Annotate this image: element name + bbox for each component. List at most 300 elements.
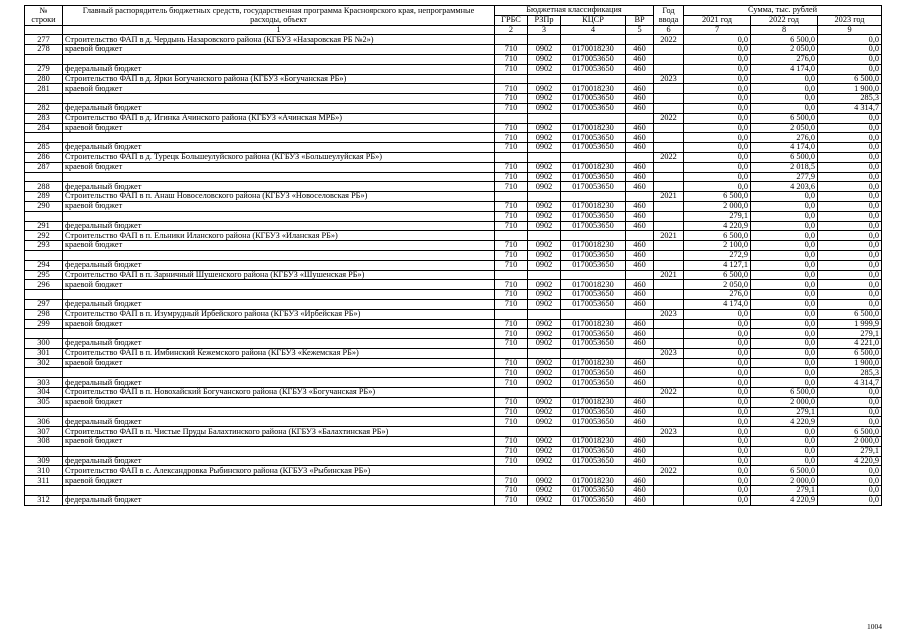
row-sum-2022: 4 174,0 [751, 143, 818, 153]
row-sum-2021: 0,0 [684, 417, 751, 427]
row-vr [626, 35, 654, 45]
row-sum-2021: 0,0 [684, 74, 751, 84]
table-row [25, 407, 882, 417]
row-name: краевой бюджет [63, 437, 495, 447]
row-sum-2022: 0,0 [751, 290, 818, 300]
row-vr: 460 [626, 437, 654, 447]
row-name: федеральный бюджет [63, 221, 495, 231]
row-kcsr: 0170018230 [561, 437, 626, 447]
row-kcsr: 0170053650 [561, 446, 626, 456]
row-sum-2023: 0,0 [818, 299, 882, 309]
row-name [63, 290, 495, 300]
table-header [25, 6, 882, 35]
row-vr: 460 [626, 94, 654, 104]
table-row [25, 446, 882, 456]
table-row [25, 456, 882, 466]
row-kcsr: 0170053650 [561, 299, 626, 309]
header-num-2: строки [25, 15, 63, 25]
row-grbs [495, 113, 528, 123]
row-name: краевой бюджет [63, 358, 495, 368]
row-sum-2022: 6 500,0 [751, 466, 818, 476]
row-sum-2023: 4 221,0 [818, 339, 882, 349]
table-row [25, 35, 882, 45]
row-sum-2023: 6 500,0 [818, 427, 882, 437]
row-year [654, 446, 684, 456]
row-kcsr: 0170053650 [561, 456, 626, 466]
row-sum-2023: 0,0 [818, 221, 882, 231]
row-vr: 460 [626, 368, 654, 378]
row-vr: 460 [626, 64, 654, 74]
row-grbs [495, 231, 528, 241]
row-year [654, 221, 684, 231]
row-name: краевой бюджет [63, 319, 495, 329]
row-sum-2021: 0,0 [684, 437, 751, 447]
row-sum-2023: 0,0 [818, 476, 882, 486]
row-grbs: 710 [495, 299, 528, 309]
row-year: 2022 [654, 388, 684, 398]
row-sum-2023: 0,0 [818, 495, 882, 505]
row-number: 283 [25, 113, 63, 123]
table-row [25, 182, 882, 192]
row-name: Строительство ФАП в п. Новохайский Богучанского района (КГБУЗ «Богучанская РБ») [63, 388, 495, 398]
row-kcsr: 0170053650 [561, 54, 626, 64]
row-year [654, 133, 684, 143]
row-vr: 460 [626, 417, 654, 427]
row-sum-2022: 279,1 [751, 486, 818, 496]
row-number: 288 [25, 182, 63, 192]
row-year [654, 456, 684, 466]
row-sum-2022: 0,0 [751, 84, 818, 94]
row-grbs: 710 [495, 84, 528, 94]
row-sum-2022: 0,0 [751, 339, 818, 349]
col-index: 7 [684, 25, 751, 35]
row-sum-2023: 0,0 [818, 260, 882, 270]
table-row [25, 211, 882, 221]
row-vr: 460 [626, 103, 654, 113]
row-rzpr: 0902 [528, 486, 561, 496]
row-kcsr: 0170053650 [561, 94, 626, 104]
row-year [654, 378, 684, 388]
header-2022: 2022 год [751, 15, 818, 25]
row-number: 296 [25, 280, 63, 290]
row-kcsr: 0170053650 [561, 103, 626, 113]
row-number: 284 [25, 123, 63, 133]
row-kcsr: 0170053650 [561, 329, 626, 339]
row-rzpr [528, 192, 561, 202]
row-sum-2021: 276,0 [684, 290, 751, 300]
row-rzpr: 0902 [528, 45, 561, 55]
row-sum-2022: 0,0 [751, 368, 818, 378]
row-sum-2022: 0,0 [751, 270, 818, 280]
row-rzpr: 0902 [528, 250, 561, 260]
row-grbs: 710 [495, 45, 528, 55]
row-sum-2021: 6 500,0 [684, 231, 751, 241]
row-sum-2023: 4 220,9 [818, 456, 882, 466]
row-rzpr: 0902 [528, 456, 561, 466]
row-sum-2021: 0,0 [684, 358, 751, 368]
row-sum-2021: 0,0 [684, 152, 751, 162]
table-row [25, 201, 882, 211]
table-row [25, 309, 882, 319]
row-vr: 460 [626, 495, 654, 505]
table-row [25, 270, 882, 280]
row-vr: 460 [626, 45, 654, 55]
row-name: Строительство ФАП в с. Александровка Рыбинского района (КГБУЗ «Рыбинская РБ») [63, 466, 495, 476]
row-sum-2021: 0,0 [684, 84, 751, 94]
row-sum-2022: 0,0 [751, 260, 818, 270]
row-vr: 460 [626, 172, 654, 182]
row-sum-2021: 4 220,9 [684, 221, 751, 231]
row-number: 303 [25, 378, 63, 388]
table-row [25, 192, 882, 202]
row-sum-2021: 0,0 [684, 397, 751, 407]
row-sum-2023: 2 000,0 [818, 437, 882, 447]
row-year [654, 45, 684, 55]
row-grbs: 710 [495, 368, 528, 378]
row-vr: 460 [626, 280, 654, 290]
row-kcsr [561, 231, 626, 241]
row-kcsr [561, 348, 626, 358]
row-name: федеральный бюджет [63, 417, 495, 427]
row-name: краевой бюджет [63, 84, 495, 94]
table-row [25, 54, 882, 64]
row-year [654, 339, 684, 349]
row-name [63, 329, 495, 339]
row-number: 277 [25, 35, 63, 45]
row-number [25, 211, 63, 221]
row-sum-2021: 0,0 [684, 94, 751, 104]
col-index: 9 [818, 25, 882, 35]
col-index: 6 [654, 25, 684, 35]
row-sum-2022: 0,0 [751, 74, 818, 84]
row-rzpr [528, 113, 561, 123]
row-name: Строительство ФАП в д. Ярки Богучанского района (КГБУЗ «Богучанская РБ») [63, 74, 495, 84]
row-sum-2023: 0,0 [818, 201, 882, 211]
table-row [25, 388, 882, 398]
row-sum-2022: 279,1 [751, 407, 818, 417]
row-year [654, 299, 684, 309]
header-rzpr: РЗПр [528, 15, 561, 25]
row-sum-2021: 0,0 [684, 35, 751, 45]
row-sum-2022: 0,0 [751, 299, 818, 309]
row-vr [626, 152, 654, 162]
table-row [25, 133, 882, 143]
row-grbs: 710 [495, 456, 528, 466]
row-sum-2023: 0,0 [818, 231, 882, 241]
row-year: 2021 [654, 192, 684, 202]
table-row [25, 241, 882, 251]
row-year [654, 495, 684, 505]
row-grbs: 710 [495, 133, 528, 143]
row-sum-2023: 0,0 [818, 250, 882, 260]
page-number: 1004 [867, 622, 882, 631]
row-sum-2021: 0,0 [684, 133, 751, 143]
row-number [25, 290, 63, 300]
row-rzpr [528, 427, 561, 437]
row-number: 290 [25, 201, 63, 211]
row-sum-2022: 2 050,0 [751, 45, 818, 55]
row-grbs: 710 [495, 123, 528, 133]
row-sum-2021: 6 500,0 [684, 270, 751, 280]
row-year [654, 211, 684, 221]
table-row [25, 45, 882, 55]
row-grbs: 710 [495, 241, 528, 251]
row-sum-2022: 0,0 [751, 348, 818, 358]
row-grbs: 710 [495, 250, 528, 260]
table-row [25, 358, 882, 368]
row-number: 306 [25, 417, 63, 427]
row-grbs: 710 [495, 260, 528, 270]
row-year [654, 290, 684, 300]
row-number: 299 [25, 319, 63, 329]
row-rzpr: 0902 [528, 133, 561, 143]
row-name [63, 486, 495, 496]
row-sum-2023: 0,0 [818, 143, 882, 153]
row-kcsr: 0170053650 [561, 182, 626, 192]
row-kcsr: 0170018230 [561, 123, 626, 133]
row-grbs: 710 [495, 358, 528, 368]
row-name [63, 250, 495, 260]
row-name: Строительство ФАП в п. Имбинский Кежемского района (КГБУЗ «Кежемская РБ») [63, 348, 495, 358]
row-grbs: 710 [495, 417, 528, 427]
row-rzpr: 0902 [528, 368, 561, 378]
row-vr: 460 [626, 162, 654, 172]
row-rzpr: 0902 [528, 319, 561, 329]
row-year [654, 407, 684, 417]
row-name: Строительство ФАП в д. Игинка Ачинского района (КГБУЗ «Ачинская МРБ») [63, 113, 495, 123]
row-rzpr: 0902 [528, 417, 561, 427]
row-sum-2021: 4 174,0 [684, 299, 751, 309]
row-rzpr: 0902 [528, 221, 561, 231]
row-grbs: 710 [495, 437, 528, 447]
row-rzpr: 0902 [528, 123, 561, 133]
row-number: 310 [25, 466, 63, 476]
row-name: федеральный бюджет [63, 143, 495, 153]
row-sum-2021: 0,0 [684, 123, 751, 133]
row-grbs [495, 348, 528, 358]
row-year [654, 182, 684, 192]
row-grbs: 710 [495, 280, 528, 290]
row-rzpr [528, 466, 561, 476]
row-rzpr: 0902 [528, 94, 561, 104]
table-row [25, 260, 882, 270]
row-sum-2021: 0,0 [684, 143, 751, 153]
row-rzpr [528, 231, 561, 241]
table-row [25, 64, 882, 74]
row-year [654, 319, 684, 329]
row-sum-2023: 1 999,9 [818, 319, 882, 329]
row-year: 2022 [654, 35, 684, 45]
row-number [25, 172, 63, 182]
table-row [25, 280, 882, 290]
row-grbs: 710 [495, 319, 528, 329]
row-name: краевой бюджет [63, 162, 495, 172]
row-sum-2021: 0,0 [684, 182, 751, 192]
row-number: 300 [25, 339, 63, 349]
col-index [25, 25, 63, 35]
row-sum-2021: 0,0 [684, 64, 751, 74]
row-sum-2022: 4 220,9 [751, 495, 818, 505]
row-sum-2022: 0,0 [751, 446, 818, 456]
row-kcsr: 0170053650 [561, 260, 626, 270]
row-grbs: 710 [495, 64, 528, 74]
row-grbs [495, 152, 528, 162]
row-sum-2021: 2 000,0 [684, 201, 751, 211]
table-row [25, 495, 882, 505]
row-kcsr: 0170018230 [561, 162, 626, 172]
row-number [25, 94, 63, 104]
row-number: 312 [25, 495, 63, 505]
row-sum-2023: 0,0 [818, 211, 882, 221]
row-number: 307 [25, 427, 63, 437]
row-rzpr: 0902 [528, 182, 561, 192]
row-sum-2023: 0,0 [818, 35, 882, 45]
table-row [25, 427, 882, 437]
row-number: 289 [25, 192, 63, 202]
row-name: краевой бюджет [63, 280, 495, 290]
row-sum-2022: 0,0 [751, 250, 818, 260]
row-year [654, 358, 684, 368]
row-vr: 460 [626, 123, 654, 133]
row-sum-2022: 276,0 [751, 54, 818, 64]
row-sum-2022: 277,9 [751, 172, 818, 182]
row-number [25, 486, 63, 496]
row-sum-2023: 279,1 [818, 329, 882, 339]
row-name: федеральный бюджет [63, 299, 495, 309]
row-name: федеральный бюджет [63, 339, 495, 349]
col-index: 8 [751, 25, 818, 35]
row-name: краевой бюджет [63, 397, 495, 407]
row-name: краевой бюджет [63, 45, 495, 55]
row-kcsr [561, 152, 626, 162]
row-rzpr [528, 152, 561, 162]
row-year: 2022 [654, 152, 684, 162]
header-year-2: ввода [654, 15, 684, 25]
table-row [25, 466, 882, 476]
row-grbs: 710 [495, 103, 528, 113]
row-vr [626, 309, 654, 319]
row-sum-2022: 0,0 [751, 329, 818, 339]
row-kcsr: 0170018230 [561, 201, 626, 211]
row-kcsr: 0170018230 [561, 45, 626, 55]
row-kcsr: 0170053650 [561, 211, 626, 221]
row-sum-2022: 0,0 [751, 309, 818, 319]
row-sum-2022: 2 000,0 [751, 397, 818, 407]
row-year [654, 486, 684, 496]
row-sum-2022: 4 220,9 [751, 417, 818, 427]
row-kcsr [561, 388, 626, 398]
row-rzpr: 0902 [528, 407, 561, 417]
row-sum-2021: 0,0 [684, 368, 751, 378]
row-sum-2023: 6 500,0 [818, 74, 882, 84]
table-row [25, 152, 882, 162]
row-sum-2023: 0,0 [818, 466, 882, 476]
row-grbs: 710 [495, 182, 528, 192]
row-vr: 460 [626, 54, 654, 64]
row-sum-2022: 0,0 [751, 201, 818, 211]
row-sum-2021: 0,0 [684, 309, 751, 319]
row-grbs: 710 [495, 407, 528, 417]
row-name: федеральный бюджет [63, 456, 495, 466]
row-number [25, 368, 63, 378]
row-kcsr [561, 192, 626, 202]
row-name [63, 94, 495, 104]
table-row [25, 299, 882, 309]
header-name-2: расходы, объект [63, 15, 495, 25]
row-year [654, 123, 684, 133]
table-row [25, 143, 882, 153]
row-vr: 460 [626, 241, 654, 251]
row-grbs [495, 192, 528, 202]
row-name [63, 54, 495, 64]
row-grbs: 710 [495, 495, 528, 505]
row-year [654, 162, 684, 172]
table-row [25, 329, 882, 339]
row-year [654, 54, 684, 64]
table-row [25, 231, 882, 241]
row-kcsr: 0170053650 [561, 133, 626, 143]
row-year [654, 280, 684, 290]
row-name: федеральный бюджет [63, 495, 495, 505]
col-index: 2 [495, 25, 528, 35]
row-kcsr: 0170053650 [561, 486, 626, 496]
row-number: 308 [25, 437, 63, 447]
row-sum-2023: 0,0 [818, 162, 882, 172]
row-sum-2022: 4 203,6 [751, 182, 818, 192]
row-number: 292 [25, 231, 63, 241]
row-name: федеральный бюджет [63, 64, 495, 74]
col-index: 5 [626, 25, 654, 35]
row-kcsr: 0170018230 [561, 476, 626, 486]
row-vr: 460 [626, 260, 654, 270]
row-vr [626, 388, 654, 398]
row-sum-2023: 6 500,0 [818, 309, 882, 319]
table-row [25, 74, 882, 84]
table-row [25, 339, 882, 349]
row-sum-2021: 0,0 [684, 172, 751, 182]
row-sum-2021: 0,0 [684, 407, 751, 417]
row-name: краевой бюджет [63, 476, 495, 486]
row-sum-2021: 4 127,1 [684, 260, 751, 270]
table-row [25, 348, 882, 358]
row-grbs: 710 [495, 162, 528, 172]
row-kcsr [561, 113, 626, 123]
row-vr: 460 [626, 476, 654, 486]
header-kcsr: КЦСР [561, 15, 626, 25]
row-rzpr: 0902 [528, 64, 561, 74]
row-rzpr: 0902 [528, 290, 561, 300]
row-name [63, 407, 495, 417]
row-sum-2023: 0,0 [818, 192, 882, 202]
row-vr [626, 427, 654, 437]
row-sum-2021: 0,0 [684, 45, 751, 55]
row-sum-2022: 0,0 [751, 437, 818, 447]
row-vr: 460 [626, 397, 654, 407]
row-name [63, 172, 495, 182]
row-sum-2023: 0,0 [818, 54, 882, 64]
row-sum-2022: 0,0 [751, 427, 818, 437]
row-sum-2023: 4 314,7 [818, 103, 882, 113]
row-sum-2021: 0,0 [684, 446, 751, 456]
row-number: 293 [25, 241, 63, 251]
row-rzpr [528, 348, 561, 358]
row-number: 301 [25, 348, 63, 358]
row-sum-2021: 0,0 [684, 319, 751, 329]
row-rzpr [528, 309, 561, 319]
row-kcsr: 0170053650 [561, 172, 626, 182]
row-vr: 460 [626, 486, 654, 496]
row-sum-2021: 0,0 [684, 378, 751, 388]
